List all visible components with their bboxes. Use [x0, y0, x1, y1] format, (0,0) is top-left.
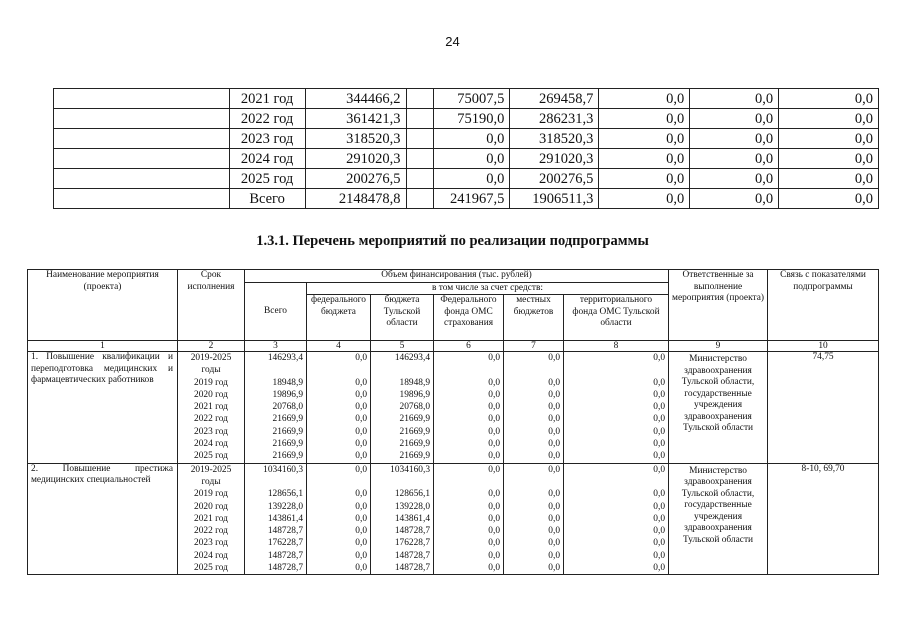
summary-oms-cell: 0,0: [599, 169, 690, 189]
summary-row: [54, 149, 879, 169]
header-volume: Объем финансирования (тыс. рублей): [245, 270, 669, 283]
column-number: 8: [564, 341, 669, 352]
column-number: 1: [28, 341, 178, 352]
measure-regional-value: 148728,7: [394, 526, 430, 537]
measure-row: [28, 463, 879, 575]
header-total: Всего: [245, 282, 307, 341]
measure-local-value: 0,0: [548, 414, 560, 425]
measure-oms-value: 0,0: [488, 426, 500, 437]
column-number: 9: [669, 341, 768, 352]
summary-c3-cell: [406, 109, 434, 129]
summary-oms-cell: 0,0: [599, 109, 690, 129]
measure-local-value: [507, 364, 560, 376]
measure-oms-value: 0,0: [488, 389, 500, 400]
summary-c3-cell: [406, 169, 434, 189]
summary-year-cell: 2024 год: [229, 149, 305, 169]
column-number: 7: [504, 341, 564, 352]
measure-regional-cell: [371, 463, 434, 575]
measure-oms-value: 0,0: [488, 451, 500, 462]
measure-local-value: 0,0: [548, 402, 560, 413]
summary-regional-cell: 1906511,3: [510, 189, 599, 209]
measure-periods-value: 2023 год: [194, 538, 228, 549]
measure-federal-value: 0,0: [355, 563, 367, 574]
summary-blank-cell: [54, 109, 230, 129]
summary-total-cell: 200276,5: [305, 169, 406, 189]
summary-c3-cell: [406, 129, 434, 149]
summary-total-cell: 361421,3: [305, 109, 406, 129]
summary-c3-cell: [406, 89, 434, 109]
summary-row: [54, 129, 879, 149]
measure-regional-value: 128656,1: [394, 489, 430, 500]
measure-federal-value: [310, 476, 367, 488]
measure-federal-value: 0,0: [355, 451, 367, 462]
measure-oms-value: 0,0: [488, 501, 500, 512]
measure-local-value: 0,0: [548, 451, 560, 462]
measure-regional-value: 1034160,3: [390, 464, 430, 475]
summary-terr-cell: 0,0: [779, 89, 879, 109]
measure-regional-value: [374, 364, 430, 376]
measure-local-value: 0,0: [548, 538, 560, 549]
summary-terr-cell: 0,0: [779, 149, 879, 169]
column-number: 3: [245, 341, 307, 352]
measure-total-cell: [245, 463, 307, 575]
summary-c3-cell: [406, 189, 434, 209]
summary-blank-cell: [54, 129, 230, 149]
header-regional: бюджета Тульской области: [371, 295, 434, 341]
measure-total-value: 21669,9: [272, 451, 303, 462]
measure-oms-value: 0,0: [488, 439, 500, 450]
column-number-row: [28, 341, 879, 352]
measure-oms-value: 0,0: [488, 414, 500, 425]
measure-terr-value: [567, 364, 665, 376]
measure-federal-value: 0,0: [355, 526, 367, 537]
measure-local-value: 0,0: [548, 526, 560, 537]
measure-periods-value: 2019 год: [194, 377, 228, 388]
summary-terr-cell: 0,0: [779, 129, 879, 149]
summary-oms-cell: 0,0: [599, 189, 690, 209]
column-number: 5: [371, 341, 434, 352]
measure-row: [28, 352, 879, 464]
measure-oms-value: [437, 364, 500, 376]
measure-periods-value: 2024 год: [194, 439, 228, 450]
measure-local-value: 0,0: [548, 550, 560, 561]
summary-blank-cell: [54, 89, 230, 109]
measure-terr-cell: [564, 352, 669, 464]
measure-link: 74,75: [768, 352, 879, 464]
summary-oms-cell: 0,0: [599, 129, 690, 149]
measure-oms-value: 0,0: [488, 353, 500, 363]
summary-regional-cell: 318520,3: [510, 129, 599, 149]
measure-terr-value: 0,0: [653, 513, 666, 524]
summary-regional-cell: 200276,5: [510, 169, 599, 189]
measure-periods-value: 2019-2025: [190, 464, 232, 475]
measure-link: 8-10, 69,70: [768, 463, 879, 575]
measure-terr-value: 0,0: [653, 526, 666, 537]
measure-terr-value: 0,0: [653, 550, 666, 561]
measure-total-value: 21669,9: [272, 426, 303, 437]
measure-oms-value: 0,0: [488, 513, 500, 524]
summary-regional-cell: 269458,7: [510, 89, 599, 109]
summary-total-cell: 2148478,8: [305, 189, 406, 209]
measure-federal-value: 0,0: [355, 402, 367, 413]
measure-total-value: 21669,9: [272, 414, 303, 425]
measure-oms-cell: [434, 463, 504, 575]
measure-total-value: 139228,0: [267, 501, 303, 512]
summary-local-cell: 0,0: [690, 149, 779, 169]
measure-periods-value: 2022 год: [194, 526, 228, 537]
measure-regional-value: 19896,9: [399, 389, 430, 400]
summary-year-cell: 2023 год: [229, 129, 305, 149]
measure-terr-value: 0,0: [653, 501, 666, 512]
measure-local-value: 0,0: [548, 501, 560, 512]
measure-periods-cell: [178, 352, 245, 464]
measure-terr-value: 0,0: [653, 414, 666, 425]
measure-local-cell: [504, 352, 564, 464]
measure-regional-value: 148728,7: [394, 550, 430, 561]
summary-total-cell: 291020,3: [305, 149, 406, 169]
measure-local-cell: [504, 463, 564, 575]
measure-local-value: [507, 476, 560, 488]
summary-oms-cell: 0,0: [599, 89, 690, 109]
measure-regional-value: 18948,9: [399, 377, 430, 388]
summary-year-cell: 2021 год: [229, 89, 305, 109]
measure-periods-value: 2021 год: [194, 513, 228, 524]
measure-local-value: 0,0: [548, 389, 560, 400]
measure-total-value: 148728,7: [267, 526, 303, 537]
measure-oms-value: 0,0: [488, 563, 500, 574]
measure-terr-value: 0,0: [653, 464, 666, 475]
measure-regional-value: 20768,0: [399, 402, 430, 413]
measure-terr-value: 0,0: [653, 377, 666, 388]
measure-federal-cell: [307, 463, 371, 575]
measure-local-value: 0,0: [548, 513, 560, 524]
measure-terr-value: 0,0: [653, 353, 666, 363]
summary-oms-cell: 0,0: [599, 149, 690, 169]
summary-local-cell: 0,0: [690, 89, 779, 109]
summary-federal-cell: 75007,5: [434, 89, 510, 109]
measure-terr-cell: [564, 463, 669, 575]
measure-responsible: Министерство здравоохранения Тульской области, государственные учреждения здравоохранения Тульской области: [669, 463, 768, 575]
measure-periods-value: 2020 год: [194, 389, 228, 400]
measure-local-value: 0,0: [548, 489, 560, 500]
measure-total-value: 146293,4: [267, 353, 303, 363]
measure-total-value: 21669,9: [272, 439, 303, 450]
summary-federal-cell: 0,0: [434, 169, 510, 189]
summary-total-cell: 318520,3: [305, 129, 406, 149]
measure-federal-value: 0,0: [355, 550, 367, 561]
column-number: 4: [307, 341, 371, 352]
section-title: 1.3.1. Перечень мероприятий по реализации подпрограммы: [256, 233, 649, 249]
summary-blank-cell: [54, 189, 230, 209]
measure-total-value: 176228,7: [267, 538, 303, 549]
summary-row: [54, 189, 879, 209]
summary-blank-cell: [54, 169, 230, 189]
measure-regional-cell: [371, 352, 434, 464]
header-link: Связь с показателями подпрограммы: [768, 270, 879, 341]
column-number: 2: [178, 341, 245, 352]
measure-total-value: 148728,7: [267, 550, 303, 561]
page-number: 24: [445, 34, 460, 49]
measure-oms-cell: [434, 352, 504, 464]
header-term: Срок исполнения: [178, 270, 245, 341]
summary-year-cell: 2022 год: [229, 109, 305, 129]
summary-year-cell: 2025 год: [229, 169, 305, 189]
summary-local-cell: 0,0: [690, 129, 779, 149]
header-local: местных бюджетов: [504, 295, 564, 341]
measure-regional-value: 21669,9: [399, 426, 430, 437]
measure-periods-value: 2019-2025: [190, 353, 232, 363]
measure-name: 2. Повышение престижа медицинских специальностей: [28, 463, 178, 575]
measure-periods-cell: [178, 463, 245, 575]
summary-regional-cell: 286231,3: [510, 109, 599, 129]
measure-federal-value: 0,0: [355, 414, 367, 425]
measure-periods-value: 2025 год: [194, 563, 228, 574]
measure-oms-value: 0,0: [488, 464, 500, 475]
measure-total-value: 143861,4: [267, 513, 303, 524]
header-including: в том числе за счет средств:: [307, 282, 669, 295]
measure-federal-value: 0,0: [355, 538, 367, 549]
measure-local-value: 0,0: [548, 563, 560, 574]
measure-federal-value: 0,0: [355, 464, 367, 475]
measure-periods-value: 2022 год: [194, 414, 228, 425]
measure-terr-value: [567, 476, 665, 488]
summary-blank-cell: [54, 149, 230, 169]
header-responsible: Ответственные за выполнение мероприятия (проекта): [669, 270, 768, 341]
measure-total-value: 148728,7: [267, 563, 303, 574]
column-number: 6: [434, 341, 504, 352]
measure-local-value: 0,0: [548, 464, 560, 475]
measure-periods-value: годы: [201, 365, 221, 376]
measure-name: 1. Повышение квалификации и переподготовка медицинских и фармацевтических работников: [28, 352, 178, 464]
measure-responsible: Министерство здравоохранения Тульской области, государственные учреждения здравоохранения Тульской области: [669, 352, 768, 464]
measure-total-cell: [245, 352, 307, 464]
measure-terr-value: 0,0: [653, 451, 666, 462]
measure-periods-value: 2019 год: [194, 489, 228, 500]
measure-terr-value: 0,0: [653, 563, 666, 574]
measure-federal-value: 0,0: [355, 426, 367, 437]
measure-regional-value: 146293,4: [394, 353, 430, 363]
header-oms: Федерального фонда ОМС страхования: [434, 295, 504, 341]
measure-regional-value: 21669,9: [399, 439, 430, 450]
measure-oms-value: 0,0: [488, 377, 500, 388]
measure-oms-value: 0,0: [488, 526, 500, 537]
column-number: 10: [768, 341, 879, 352]
summary-local-cell: 0,0: [690, 169, 779, 189]
summary-row: [54, 169, 879, 189]
measure-oms-value: 0,0: [488, 538, 500, 549]
measure-federal-value: 0,0: [355, 389, 367, 400]
measure-federal-value: 0,0: [355, 513, 367, 524]
measure-regional-value: 139228,0: [394, 501, 430, 512]
measure-total-value: 19896,9: [272, 389, 303, 400]
measure-oms-value: 0,0: [488, 489, 500, 500]
measure-regional-value: 143861,4: [394, 513, 430, 524]
measure-regional-value: 21669,9: [399, 451, 430, 462]
measure-oms-value: [437, 476, 500, 488]
measure-total-value: 128656,1: [267, 489, 303, 500]
funding-summary-table: [53, 88, 879, 209]
measure-terr-value: 0,0: [653, 439, 666, 450]
summary-regional-cell: 291020,3: [510, 149, 599, 169]
header-name: Наименование мероприятия (проекта): [28, 270, 178, 341]
measure-terr-value: 0,0: [653, 489, 666, 500]
header-terr: территориального фонда ОМС Тульской области: [564, 295, 669, 341]
summary-total-cell: 344466,2: [305, 89, 406, 109]
measure-regional-value: 176228,7: [394, 538, 430, 549]
measure-regional-value: 21669,9: [399, 414, 430, 425]
measure-total-value: [248, 364, 303, 376]
measure-oms-value: 0,0: [488, 402, 500, 413]
measure-periods-value: 2024 год: [194, 550, 228, 561]
summary-local-cell: 0,0: [690, 109, 779, 129]
summary-terr-cell: 0,0: [779, 169, 879, 189]
measure-terr-value: 0,0: [653, 538, 666, 549]
summary-row: [54, 89, 879, 109]
measure-oms-value: 0,0: [488, 550, 500, 561]
measure-local-value: 0,0: [548, 426, 560, 437]
measure-federal-value: 0,0: [355, 489, 367, 500]
summary-c3-cell: [406, 149, 434, 169]
summary-terr-cell: 0,0: [779, 109, 879, 129]
measure-federal-value: 0,0: [355, 501, 367, 512]
measure-total-value: 20768,0: [272, 402, 303, 413]
measure-local-value: 0,0: [548, 439, 560, 450]
measure-federal-cell: [307, 352, 371, 464]
measure-periods-value: 2020 год: [194, 501, 228, 512]
summary-row: [54, 109, 879, 129]
measure-federal-value: 0,0: [355, 439, 367, 450]
summary-local-cell: 0,0: [690, 189, 779, 209]
measure-total-value: 1034160,3: [263, 464, 303, 475]
measure-federal-value: 0,0: [355, 353, 367, 363]
header-federal: федерального бюджета: [307, 295, 371, 341]
measure-periods-value: 2025 год: [194, 451, 228, 462]
measure-terr-value: 0,0: [653, 402, 666, 413]
summary-federal-cell: 75190,0: [434, 109, 510, 129]
measure-terr-value: 0,0: [653, 389, 666, 400]
measure-federal-value: [310, 364, 367, 376]
summary-federal-cell: 0,0: [434, 129, 510, 149]
measure-total-value: 18948,9: [272, 377, 303, 388]
measures-table: [27, 269, 879, 575]
measure-regional-value: [374, 476, 430, 488]
summary-federal-cell: 0,0: [434, 149, 510, 169]
measure-regional-value: 148728,7: [394, 563, 430, 574]
measure-federal-value: 0,0: [355, 377, 367, 388]
measure-total-value: [248, 476, 303, 488]
measure-periods-value: годы: [201, 476, 221, 487]
summary-year-cell: Всего: [229, 189, 305, 209]
measure-periods-value: 2021 год: [194, 402, 228, 413]
summary-terr-cell: 0,0: [779, 189, 879, 209]
measure-terr-value: 0,0: [653, 426, 666, 437]
measure-local-value: 0,0: [548, 353, 560, 363]
measure-periods-value: 2023 год: [194, 426, 228, 437]
summary-federal-cell: 241967,5: [434, 189, 510, 209]
measure-local-value: 0,0: [548, 377, 560, 388]
